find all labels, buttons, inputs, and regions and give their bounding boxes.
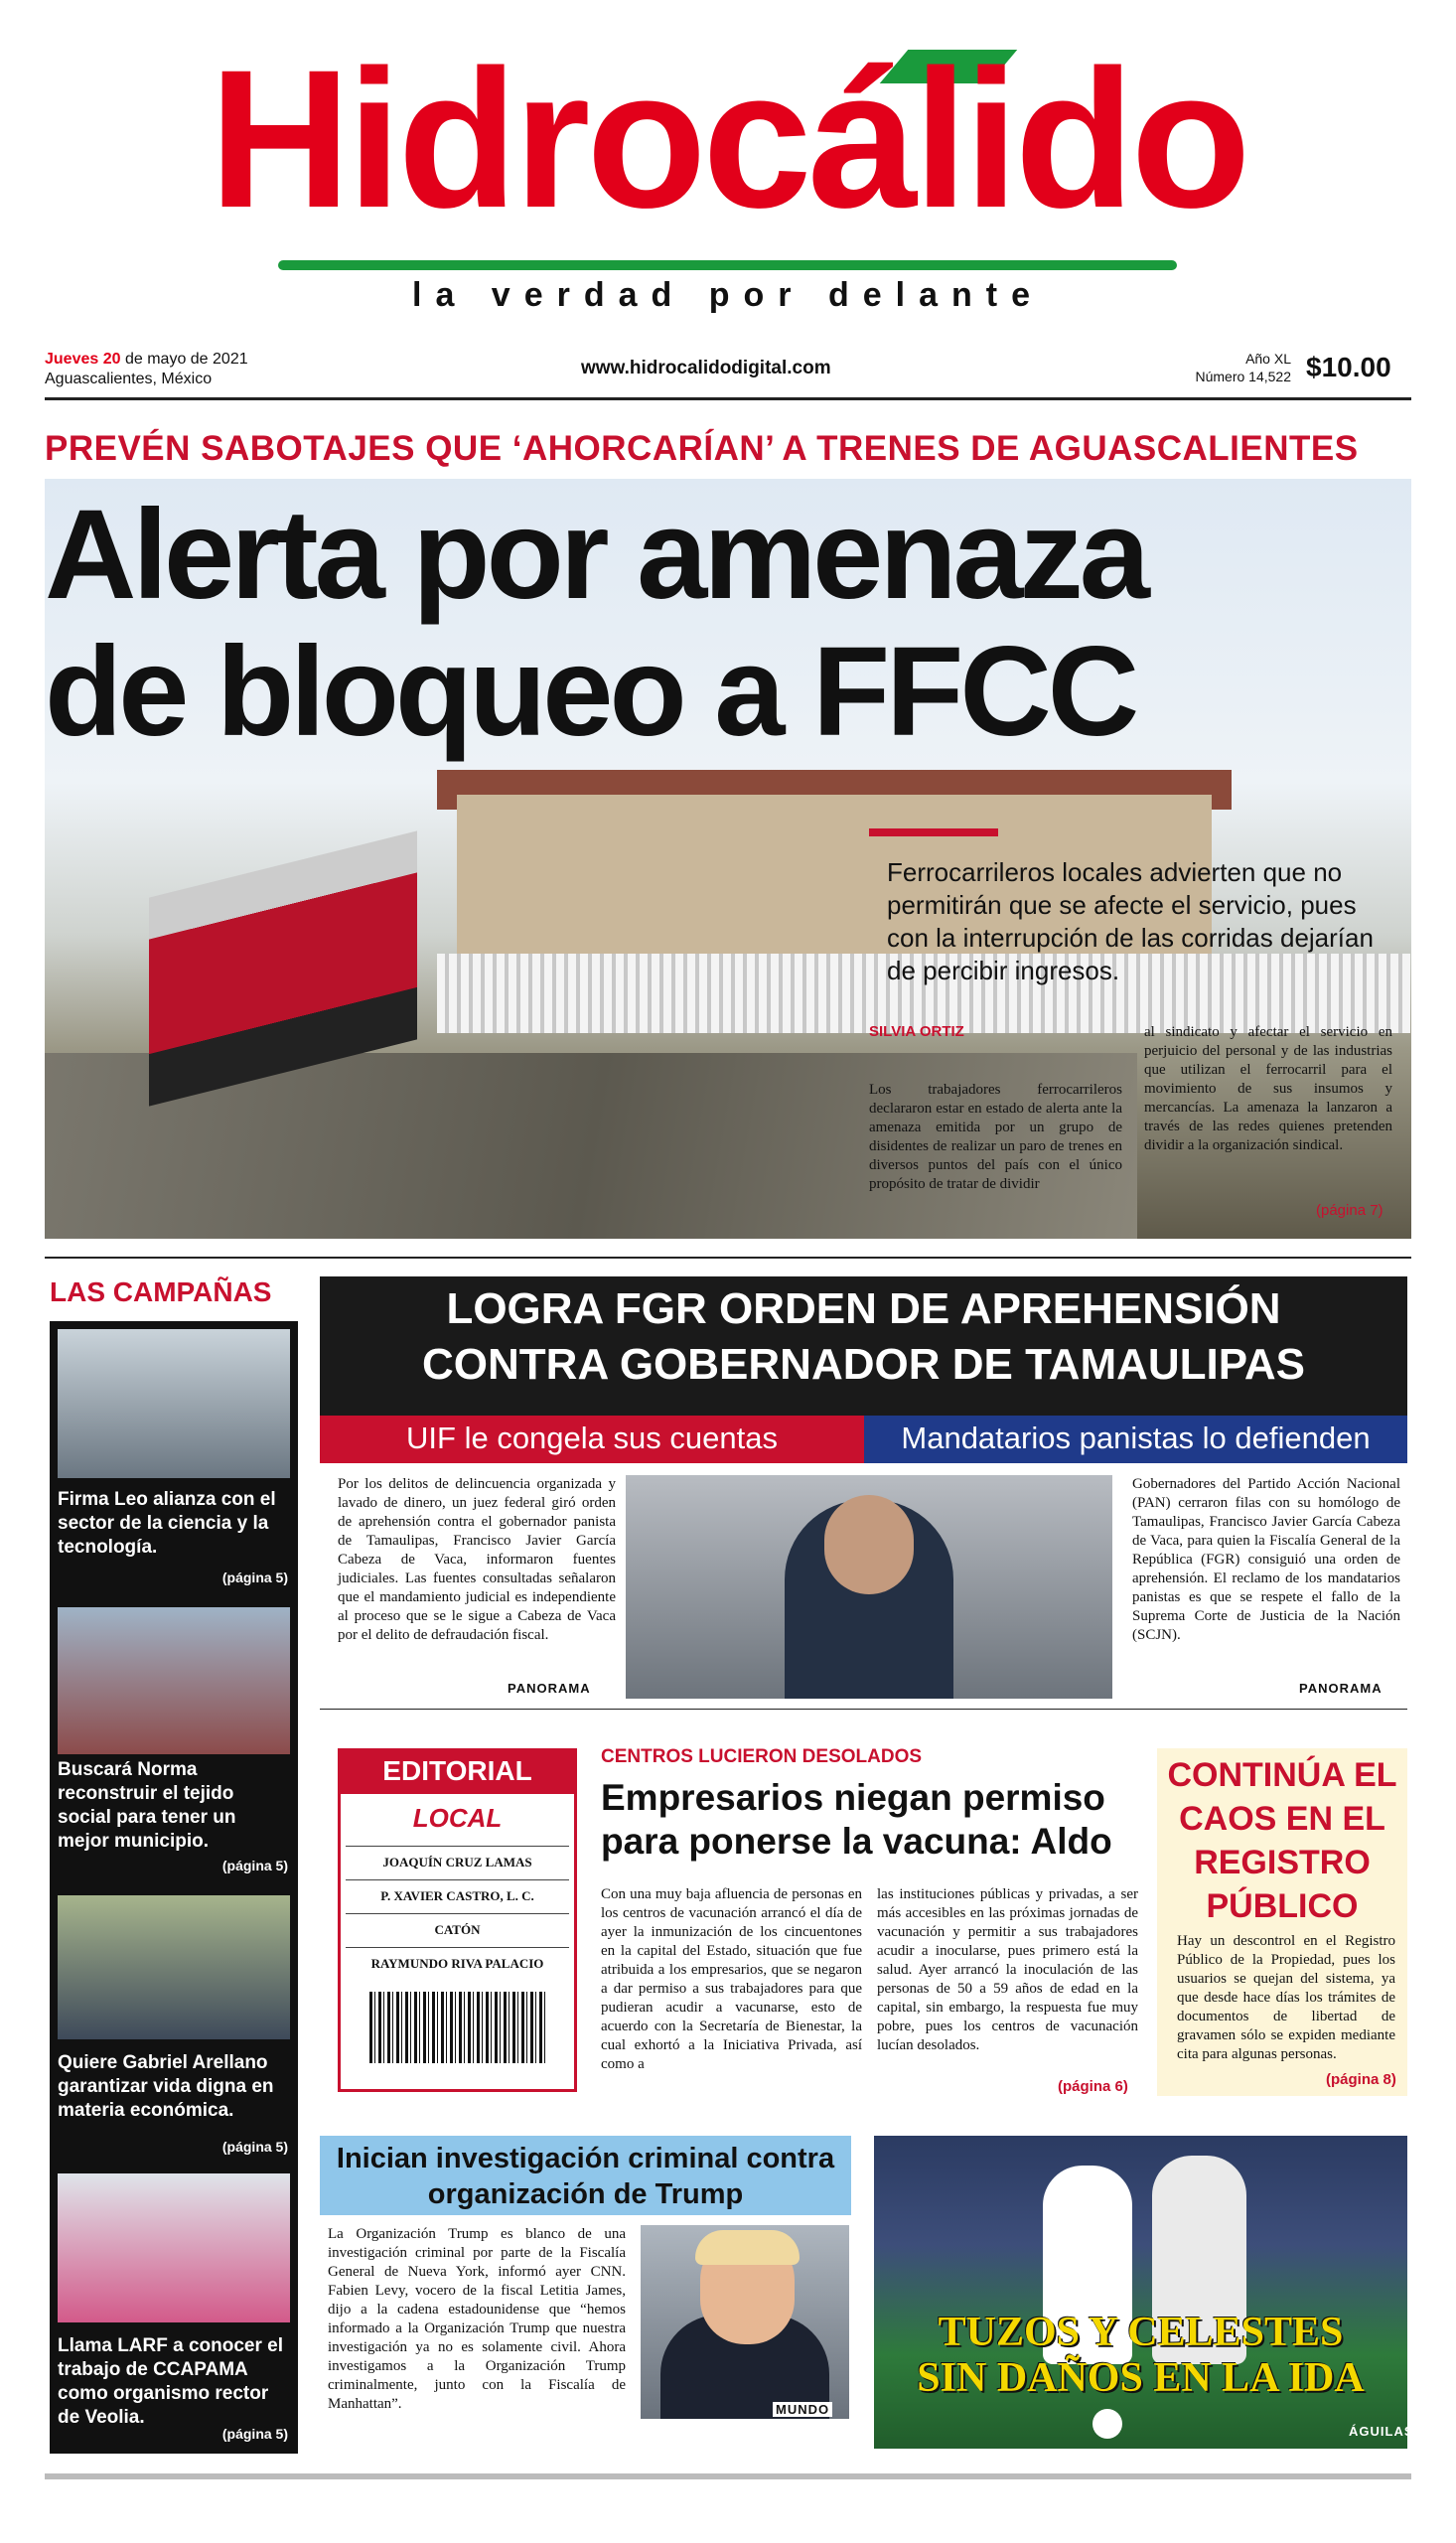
- campaign-text: Quiere Gabriel Arellano garantizar vida digna en materia económica.: [58, 2052, 274, 2121]
- divider: [45, 397, 1411, 400]
- campaign-item[interactable]: [50, 1321, 298, 1599]
- campaign-text: Buscará Norma reconstruir el tejido social para tener un mejor municipio.: [58, 1759, 236, 1852]
- registry-body: Hay un descontrol en el Registro Público de la Propiedad, pues los usuarios se quejan del sistema, ya que desde hace días los trámites de documentos de libertad de gravamen sólo se expiden mediante cita para algunas personas.: [1177, 1933, 1395, 2062]
- lead-kicker: PREVÉN SABOTAJES QUE ‘AHORCARÍAN’ A TRENES DE AGUASCALIENTES: [45, 429, 1359, 468]
- photo-credit: PANORAMA: [1296, 1681, 1385, 1696]
- trump-headline[interactable]: Inician investigación criminal contra organización de Trump: [336, 2143, 835, 2210]
- vaccine-body-col2: las instituciones públicas y privadas, a ser más accesibles en las próximas jornadas de vacunación y permitir a sus trabajadores acudir a inocularse, pues primero está la salud. Ayer arrancó la inoculación de las personas de 50 a 59 años de edad en la capital, sin embargo, la respuesta fue muy pobre, pues los centros de vacunación lucían desolados.: [877, 1886, 1138, 2053]
- fgr-subhead-left[interactable]: UIF le congela sus cuentas: [406, 1421, 778, 1455]
- editorial-author[interactable]: P. XAVIER CASTRO, L. C.: [346, 1879, 569, 1904]
- fgr-headline-line-1: LOGRA FGR ORDEN DE APREHENSIÓN: [446, 1284, 1281, 1333]
- photo-credit: PANORAMA: [505, 1681, 594, 1696]
- registry-headline[interactable]: CONTINÚA EL CAOS EN EL REGISTRO PÚBLICO: [1167, 1756, 1397, 1925]
- trump-hair: [695, 2230, 800, 2265]
- campaign-photo: [58, 1329, 290, 1478]
- website-link[interactable]: www.hidrocalidodigital.com: [581, 358, 831, 378]
- price: $10.00: [1306, 352, 1391, 382]
- lead-headline-line-2: de bloqueo a FFCC: [45, 621, 1136, 763]
- governor-face: [824, 1495, 914, 1594]
- newspaper-logo[interactable]: Hidrocálido: [209, 29, 1247, 248]
- tagline: la verdad por delante: [412, 276, 1044, 314]
- deck-accent-bar: [869, 828, 998, 836]
- fgr-headline[interactable]: [320, 1281, 1407, 1393]
- campaign-page-ref[interactable]: (página 5): [221, 1858, 288, 1873]
- fgr-body-col1: Por los delitos de delincuencia organizada y lavado de dinero, un juez federal giró orden de aprehensión contra el gobernador panista de Tamaulipas, Francisco Javier García Cabeza de Vaca, informaron fuentes judiciales. Las fuentes consultadas señalaron que el mandamiento judicial es independiente al proceso que se le sigue a Cabeza de Vaca por el delito de defraudación fiscal.: [338, 1476, 616, 1643]
- campaign-page-ref[interactable]: (página 5): [221, 2139, 288, 2155]
- lead-body-col2: al sindicato y afectar el servicio en perjuicio del personal y de las industrias que utilizan el ferrocarril para el movimiento de sus insumos y mercancías. La amenaza la lanzaron a través de las redes quienes pretenden dividir a la organización sindical.: [1144, 1024, 1392, 1153]
- campaign-text: Firma Leo alianza con el sector de la ciencia y la tecnología.: [58, 1489, 276, 1558]
- sports-headline-line-1: TUZOS Y CELESTES: [938, 2310, 1344, 2355]
- fgr-subhead-right[interactable]: Mandatarios panistas lo defienden: [901, 1421, 1371, 1455]
- issue-date: [45, 350, 248, 389]
- lead-headline-line-1: Alerta por amenaza: [45, 484, 1146, 626]
- masthead: [40, 30, 1416, 328]
- lead-page-ref[interactable]: (página 7): [1316, 1202, 1383, 1219]
- campaign-page-ref[interactable]: (página 5): [221, 2426, 288, 2442]
- photo-credit: ÁGUILAS: [1349, 2424, 1414, 2439]
- campaign-item[interactable]: [50, 1887, 298, 2166]
- year: Año XL: [1245, 351, 1291, 367]
- campaign-photo: [58, 2173, 290, 2322]
- lead-body-col1: Los trabajadores ferrocarrileros declararon estar en estado de alerta ante la amenaza emitida por un grupo de disidentes de realizar un paro de trenes en diversos puntos del país con el único propósito de tratar de dividir: [869, 1082, 1122, 1192]
- campaign-photo: [58, 1607, 290, 1754]
- divider: [45, 1257, 1411, 1259]
- campaign-item[interactable]: [50, 2166, 298, 2454]
- issue-number: Número 14,522: [1195, 369, 1291, 384]
- date-rest: de mayo de 2021: [124, 351, 248, 368]
- campaign-text: Llama LARF a conocer el trabajo de CCAPAMA como organismo rector de Veolia.: [58, 2335, 284, 2428]
- campaign-page-ref[interactable]: (página 5): [221, 1570, 288, 1585]
- edition-info: [1192, 350, 1291, 385]
- editorial-local: LOCAL: [412, 1803, 503, 1833]
- campaign-photo: [58, 1895, 290, 2039]
- location: Aguascalientes, México: [45, 371, 213, 387]
- divider: [320, 1709, 1407, 1710]
- fgr-body-col2: Gobernadores del Partido Acción Nacional (PAN) cerraron filas con su homólogo de Tamaulipas, Francisco Javier García Cabeza de Vaca, para quien la Fiscalía General de la República (FGR) consiguió una orden de aprehensión. El reclamo de los mandatarios panistas es que se respete el fallo de la Suprema Corte de Justicia de la Nación (SCJN).: [1132, 1476, 1400, 1643]
- logo-underline: [278, 260, 1177, 270]
- vaccine-page-ref[interactable]: (página 6): [1058, 2078, 1128, 2095]
- barcode-icon: [369, 1992, 548, 2063]
- sports-headline-line-2: SIN DAÑOS EN LA IDA: [917, 2355, 1365, 2401]
- sports-photo[interactable]: [874, 2136, 1407, 2449]
- campanas-title: LAS CAMPAÑAS: [50, 1276, 272, 1307]
- trump-body: La Organización Trump es blanco de una investigación criminal por parte de la Fiscalía General de Nueva York, informó ayer CNN. Fabien Levy, vocero de la fiscal Letitia James, dijo a la cadena estadounidense que “hemos informado a la Organización Trump que nuestra investigación ya no es solamente civil. Ahora investigamos a la Organización Trump criminalmente, junto con la Fiscalía de Manhattan”.: [328, 2226, 626, 2412]
- lead-headline[interactable]: [45, 484, 1411, 763]
- vaccine-kicker: CENTROS LUCIERON DESOLADOS: [601, 1746, 923, 1767]
- editorial-author[interactable]: JOAQUÍN CRUZ LAMAS: [346, 1846, 569, 1870]
- editorial-author[interactable]: CATÓN: [346, 1913, 569, 1938]
- vaccine-headline[interactable]: Empresarios niegan permiso para ponerse la vacuna: Aldo: [601, 1777, 1112, 1862]
- soccer-ball-icon: [1092, 2409, 1122, 2439]
- editorial-title: EDITORIAL: [338, 1748, 577, 1794]
- campaign-item[interactable]: [50, 1599, 298, 1887]
- registry-page-ref[interactable]: (página 8): [1326, 2071, 1396, 2088]
- lead-byline: SILVIA ORTIZ: [869, 1023, 964, 1040]
- bottom-divider: [45, 2473, 1411, 2479]
- info-bar: [45, 350, 1411, 399]
- editorial-author[interactable]: RAYMUNDO RIVA PALACIO: [346, 1947, 569, 1972]
- lead-deck: Ferrocarrileros locales advierten que no permitirán que se afecte el servicio, pues con la interrupción de las corridas dejarían de percibir ingresos.: [887, 857, 1374, 985]
- sports-headline[interactable]: [874, 2310, 1407, 2401]
- vaccine-body-col1: Con una muy baja afluencia de personas en los centros de vacunación arrancó el día de ayer la inmunización de los cincuentones en la capital del Estado, situación que fue atribuida a los empresarios, que se negaron a dar permiso a sus trabajadores para que pudieran acudir a vacunarse, esto de acuerdo con la Secretaría de Bienestar, la cual exhortó a la Iniciativa Privada, así como a: [601, 1886, 862, 2072]
- fgr-headline-line-2: CONTRA GOBERNADOR DE TAMAULIPAS: [422, 1340, 1305, 1389]
- date-day: Jueves 20: [45, 351, 121, 368]
- photo-credit: MUNDO: [773, 2402, 832, 2417]
